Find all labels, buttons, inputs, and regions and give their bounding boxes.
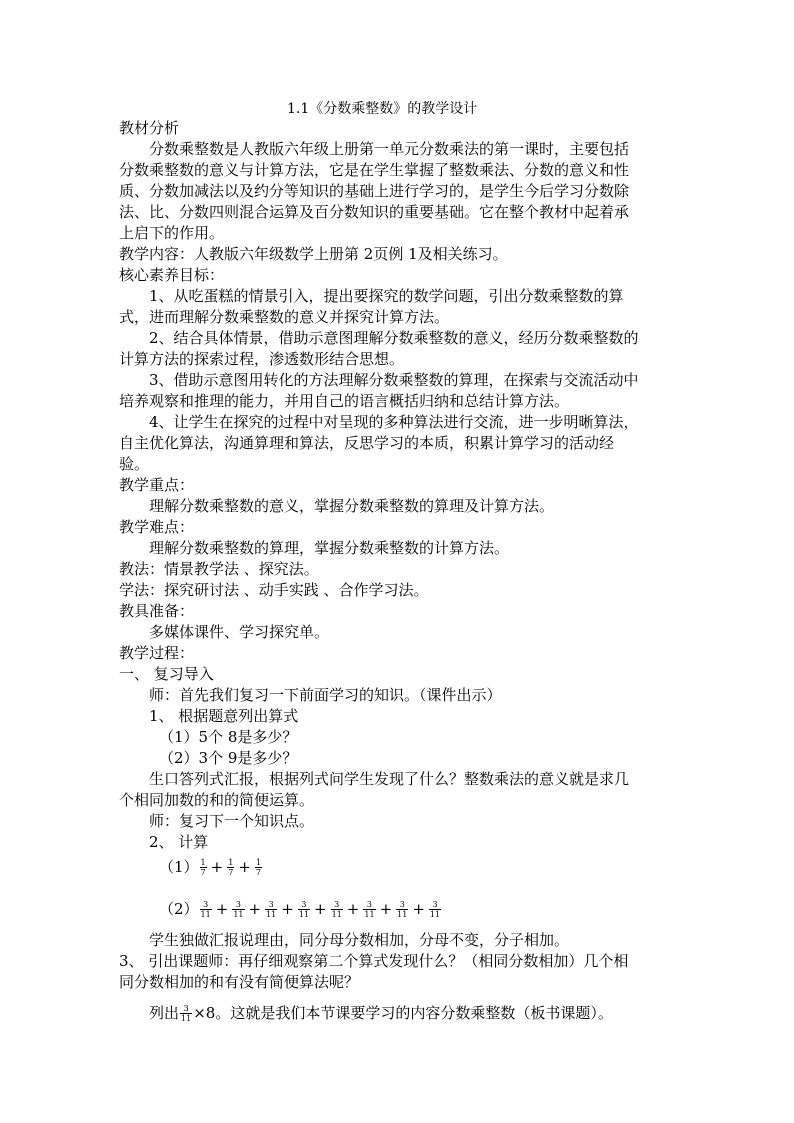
section-heading: 核心素养目标： (119, 266, 225, 284)
fraction: $\frac{1}{7}$ (255, 857, 261, 877)
paragraph-line: 师：首先我们复习一下前面学习的知识。（课件出示） (149, 686, 502, 704)
fraction: $\frac{1}{7}$ (200, 857, 206, 877)
fraction: $\frac{3}{11}$ (298, 899, 310, 919)
objective-line: 式，进而理解分数乘整数的意义并探究计算方法。 (119, 308, 450, 326)
list-item: （2）3个 9是多少？ (159, 749, 298, 767)
fraction: $\frac{3}{11}$ (266, 899, 277, 919)
objective-line: 4、让学生在探究的过程中对呈现的多种算法进行交流，进一步明晰算法， (149, 413, 639, 431)
paragraph-line: 分数乘整数是人教版六年级上册第一单元分数乘法的第一课时，主要包括 (149, 140, 630, 158)
fraction: $\frac{3}{11}$ (200, 899, 211, 919)
math-label: （1） (159, 858, 199, 876)
document-title: 1.1《分数乘整数》的教学设计 (287, 101, 478, 117)
objective-line: 验。 (119, 455, 150, 473)
objective-line: 计算方法的探索过程，渗透数形结合思想。 (119, 350, 405, 368)
section-heading: 教具准备： (119, 602, 195, 620)
paragraph-line: 教法：情景教学法 、探究法。 (119, 560, 319, 578)
math-expression-2: （2） $\frac{3}{11}$ + $\frac{3}{11}$ + $\frac{3}{11}$ + $\frac{3}{11}$ + $\frac{3}{11}$ + $\frac{3}{11}$ + $\frac{3}{11}$ + $\frac{3}{11}$ (159, 899, 441, 919)
math-expression-1: （1） $\frac{1}{7}$ + $\frac{1}{7}$ + $\frac{1}{7}$ (159, 857, 261, 877)
paragraph-line: 法、比、分数四则混合运算及百分数知识的重要基础。它在整个教材中起着承 (119, 203, 630, 221)
paragraph-line: 学法：探究研讨法 、动手实践 、合作学习法。 (119, 581, 429, 599)
objective-line: 培养观察和推理的能力，并用自己的语言概括归纳和总结计算方法。 (119, 392, 570, 410)
paragraph-line: 3、 引出课题师：再仔细观察第二个算式发现什么？（相同分数相加）几个相 (119, 952, 629, 970)
section-heading: 教学过程： (119, 644, 195, 662)
objective-line: 自主优化算法，沟通算理和算法，反思学习的本质，积累计算学习的活动经 (119, 434, 615, 452)
fraction: $\frac{3}{11}$ (429, 899, 441, 919)
paragraph-line: 师：复习下一个知识点。 (149, 812, 315, 830)
paragraph-line: 理解分数乘整数的意义，掌握分数乘整数的算理及计算方法。 (149, 497, 555, 515)
fraction: $\frac{3}{11}$ (233, 899, 244, 919)
fraction: $\frac{3}{11}$ (331, 899, 342, 919)
objective-line: 2、结合具体情景，借助示意图理解分数乘整数的意义，经历分数乘整数的 (149, 329, 639, 347)
paragraph-line: 个相同加数的和的简便运算。 (119, 791, 315, 809)
paragraph-line: 理解分数乘整数的算理，掌握分数乘整数的计算方法。 (149, 539, 510, 557)
paragraph-line: 上启下的作用。 (119, 224, 225, 242)
section-heading: 一、 复习导入 (119, 665, 214, 683)
teaching-content: 教学内容：人教版六年级数学上册第 2页例 1及相关练习。 (119, 245, 508, 263)
paragraph-line: 多媒体课件、学习探究单。 (149, 623, 330, 641)
objective-line: 3、借助示意图用转化的方法理解分数乘整数的算理，在探索与交流活动中 (149, 371, 639, 389)
paragraph-line: 质、分数加减法以及约分等知识的基础上进行学习的，是学生今后学习分数除 (119, 182, 630, 200)
section-heading: 教学难点： (119, 518, 195, 536)
list-item: 2、 计算 (149, 833, 209, 851)
fraction: $\frac{3}{11}$ (397, 899, 408, 919)
list-item: （1）5个 8是多少？ (159, 728, 298, 746)
fraction: $\frac{1}{7}$ (228, 857, 234, 877)
section-heading: 教材分析 (119, 119, 180, 137)
paragraph-line: 同分数相加的和有没有简便算法呢？ (119, 973, 360, 991)
paragraph-line: 学生独做汇报说理由，同分母分数相加，分母不变，分子相加。 (149, 931, 570, 949)
fraction: $\frac{3}{11}$ (181, 1003, 192, 1023)
math-label: （2） (159, 900, 199, 918)
fraction: $\frac{3}{11}$ (364, 899, 375, 919)
final-line: 列出 $\frac{3}{11}$ ×8。这就是我们本节课要学习的内容分数乘整数（板书课题）。 (149, 1003, 613, 1023)
list-item: 1、 根据题意列出算式 (149, 707, 299, 725)
paragraph-line: 生口答列式汇报，根据列式问学生发现了什么？整数乘法的意义就是求几 (149, 770, 630, 788)
section-heading: 教学重点： (119, 476, 195, 494)
objective-line: 1、从吃蛋糕的情景引入，提出要探究的数学问题，引出分数乘整数的算 (149, 287, 624, 305)
paragraph-line: 分数乘整数的意义与计算方法，它是在学生掌握了整数乘法、分数的意义和性 (119, 161, 630, 179)
